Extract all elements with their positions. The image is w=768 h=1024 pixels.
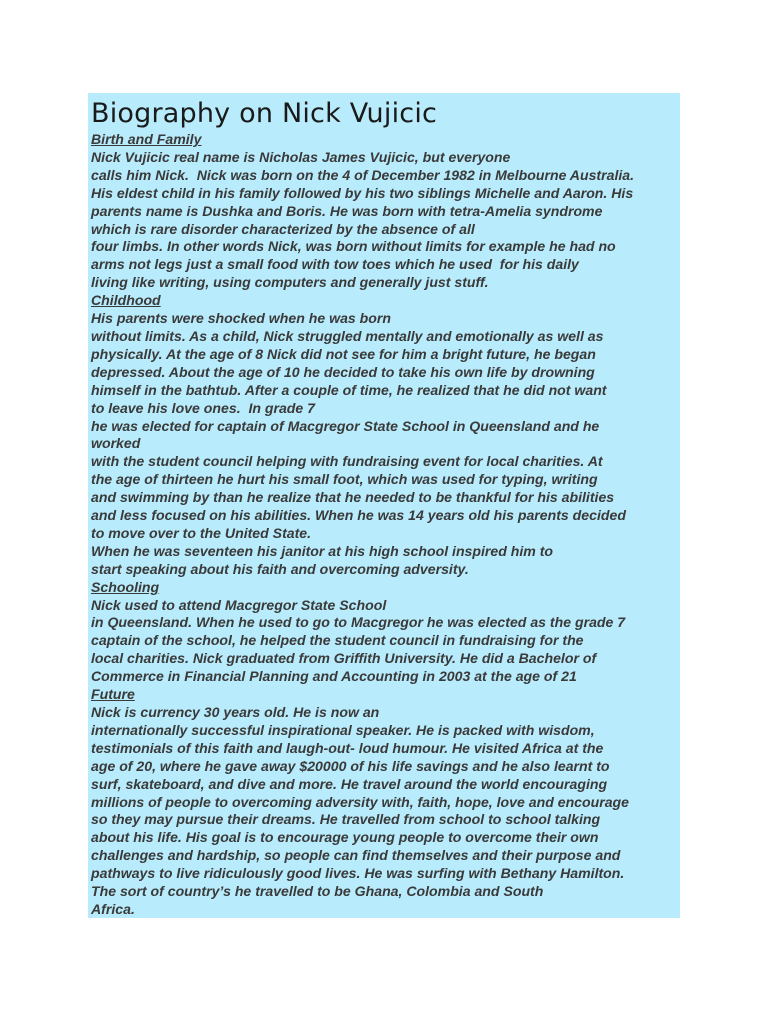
text-line: The sort of country’s he travelled to be Ghana, Colombia and South xyxy=(91,883,544,900)
text-line: calls him Nick. Nick was born on the 4 of December 1982 in Melbourne Australia. xyxy=(91,166,635,183)
text-line: and swimming by than he realize that he needed to be thankful for his abilities xyxy=(91,489,615,506)
text-line: to move over to the United State. xyxy=(91,524,312,541)
section-heading: Childhood xyxy=(91,292,161,309)
text-line: challenges and hardship, so people can find themselves and their purpose and xyxy=(91,847,621,864)
text-line: worked xyxy=(91,435,141,452)
text-line: millions of people to overcoming adversity with, faith, hope, love and encourage xyxy=(91,793,629,810)
section-heading: Birth and Family xyxy=(91,131,202,147)
section-heading: Future xyxy=(91,686,135,703)
text-line: pathways to live ridiculously good lives. He was surfing with Bethany Hamilton. xyxy=(91,865,625,882)
text-line: Nick used to attend Macgregor State School xyxy=(91,596,387,613)
text-line: start speaking about his faith and overcoming adversity. xyxy=(91,560,469,577)
text-line: age of 20, where he gave away $20000 of his life savings and he also learnt to xyxy=(91,757,610,774)
text-line: When he was seventeen his janitor at his high school inspired him to xyxy=(91,542,554,559)
text-line: parents name is Dushka and Boris. He was born with tetra-Amelia syndrome xyxy=(91,202,603,219)
text-line: testimonials of this faith and laugh-out- loud humour. He visited Africa at the xyxy=(91,739,604,756)
text-line: captain of the school, he helped the student council in fundraising for the xyxy=(91,632,584,649)
section-heading: Schooling xyxy=(91,578,160,595)
biography-body xyxy=(91,131,678,919)
text-line: he was elected for captain of Macgregor State School in Queensland and he xyxy=(91,417,600,434)
text-line: about his life. His goal is to encourage young people to overcome their own xyxy=(91,829,599,846)
text-line: so they may pursue their dreams. He travelled from school to school talking xyxy=(91,811,601,828)
text-line: His parents were shocked when he was born xyxy=(91,310,391,327)
text-line: surf, skateboard, and dive and more. He travel around the world encouraging xyxy=(91,775,608,792)
text-line: to leave his love ones. In grade 7 xyxy=(91,399,316,416)
text-line: with the student council helping with fundraising event for local charities. At xyxy=(91,453,603,470)
text-line: without limits. As a child, Nick struggled mentally and emotionally as well as xyxy=(91,327,604,344)
text-line: internationally successful inspirational speaker. He is packed with wisdom, xyxy=(91,721,595,738)
text-line: Nick Vujicic real name is Nicholas James Vujicic, but everyone xyxy=(91,148,511,165)
text-line: arms not legs just a small food with tow toes which he used for his daily xyxy=(91,256,579,273)
text-line: Nick is currency 30 years old. He is now an xyxy=(91,704,380,720)
text-line: depressed. About the age of 10 he decided to take his own life by drowning xyxy=(91,363,595,380)
document-title: Biography on Nick Vujicic xyxy=(91,98,438,129)
text-line: Commerce in Financial Planning and Accounting in 2003 at the age of 21 xyxy=(91,668,577,685)
text-line: and less focused on his abilities. When he was 14 years old his parents decided xyxy=(91,507,626,524)
text-line: Africa. xyxy=(91,900,135,917)
text-line: in Queensland. When he used to go to Macgregor he was elected as the grade 7 xyxy=(91,614,626,631)
text-line: His eldest child in his family followed by his two siblings Michelle and Aaron. His xyxy=(91,184,634,201)
text-line: which is rare disorder characterized by the absence of all xyxy=(91,220,475,237)
text-line: the age of thirteen he hurt his small foot, which was used for typing, writing xyxy=(91,471,598,488)
text-line: local charities. Nick graduated from Griffith University. He did a Bachelor of xyxy=(91,650,597,667)
biography-text-box xyxy=(88,93,680,918)
text-line: four limbs. In other words Nick, was born without limits for example he had no xyxy=(91,238,616,255)
text-line: living like writing, using computers and generally just stuff. xyxy=(91,274,489,291)
text-line: physically. At the age of 8 Nick did not see for him a bright future, he began xyxy=(91,345,596,362)
text-line: himself in the bathtub. After a couple of time, he realized that he did not want xyxy=(91,381,607,398)
